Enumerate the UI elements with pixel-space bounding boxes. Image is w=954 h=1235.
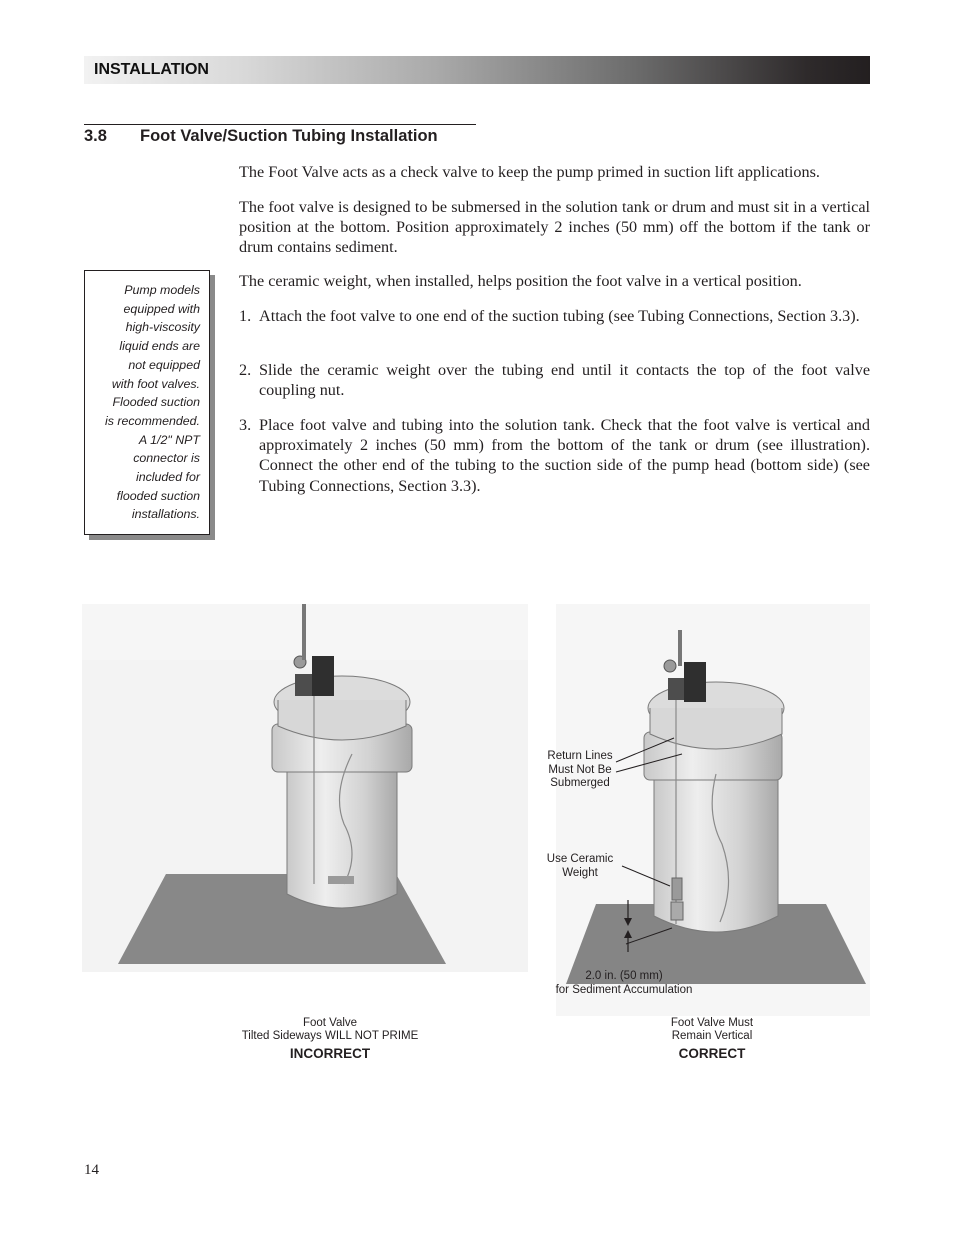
note-line: installations. bbox=[131, 507, 200, 522]
note-line: with foot valves. bbox=[111, 376, 200, 391]
step-number: 2. bbox=[239, 361, 252, 379]
note-line: equipped with bbox=[123, 301, 200, 316]
callout-line-text: Use Ceramic bbox=[546, 853, 614, 865]
section-header-bar bbox=[84, 56, 870, 84]
note-line: flooded suction bbox=[116, 488, 200, 503]
callout-line-text: Must Not Be bbox=[548, 763, 612, 776]
step-item bbox=[239, 415, 870, 496]
step-number: 3. bbox=[239, 416, 252, 434]
sidebar-note bbox=[84, 270, 210, 535]
pump-motor bbox=[312, 656, 334, 696]
callout-line-text: Submerged bbox=[550, 777, 610, 789]
foot-valve-vertical bbox=[671, 902, 683, 920]
note-line: Flooded suction bbox=[112, 395, 200, 410]
caption-line: Remain Vertical bbox=[671, 1030, 753, 1042]
paragraph-ceramic: The ceramic weight, when installed, helps position the foot valve in a vertical position. bbox=[239, 272, 802, 290]
note-line: included for bbox=[135, 470, 200, 485]
step-item bbox=[239, 360, 870, 400]
note-line: is recommended. bbox=[104, 413, 200, 428]
callout-line-text: Return Lines bbox=[547, 750, 613, 762]
caption-correct bbox=[612, 1017, 812, 1043]
callout-return-lines bbox=[536, 750, 624, 791]
note-line: Pump models bbox=[124, 283, 200, 297]
page-number: 14 bbox=[84, 1162, 99, 1178]
caption-line: Foot Valve Must bbox=[670, 1017, 754, 1029]
label-incorrect: INCORRECT bbox=[289, 1046, 371, 1061]
tank-illustration-incorrect bbox=[82, 604, 528, 972]
caption-incorrect bbox=[200, 1017, 460, 1043]
sidebar-note-text bbox=[88, 281, 200, 524]
note-line: connector is bbox=[133, 451, 200, 466]
section-rule bbox=[84, 124, 476, 125]
step-item bbox=[239, 306, 870, 326]
callout-line-text: for Sediment Accumulation bbox=[555, 983, 693, 996]
section-number: 3.8 bbox=[84, 127, 107, 145]
step-text: Attach the foot valve to one end of the suction tubing (see Tubing Connections, Section 3.3). bbox=[259, 307, 860, 325]
caption-line: Tilted Sideways WILL NOT PRIME bbox=[241, 1030, 419, 1042]
label-correct: CORRECT bbox=[678, 1046, 746, 1061]
note-line: high-viscosity bbox=[125, 320, 200, 335]
note-line: A 1/2" NPT bbox=[138, 432, 200, 447]
step-number: 1. bbox=[239, 307, 252, 325]
callout-ceramic-weight bbox=[536, 853, 624, 880]
paragraph-submersed: The foot valve is designed to be submersed in the solution tank or drum and must sit in a vertical position at the bottom. Position approximately 2 inches (50 mm) off the bottom if the tank or drum contains sediment. bbox=[239, 198, 870, 257]
caption-line: Foot Valve bbox=[302, 1017, 358, 1029]
callout-line-text: Weight bbox=[562, 866, 598, 879]
pump-motor bbox=[684, 662, 706, 702]
paragraph-intro: The Foot Valve acts as a check valve to keep the pump primed in suction lift applications. bbox=[239, 163, 820, 181]
note-line: not equipped bbox=[128, 357, 200, 372]
step-text: Place foot valve and tubing into the solution tank. Check that the foot valve is vertical and approximately 2 inches (50 mm) from the bottom of the tank or drum (see illustration). Connect the other end of the tubing to the suction side of the pump head (bottom side) (see Tubing Connections, Section 3.3). bbox=[259, 416, 870, 495]
note-line: liquid ends are bbox=[119, 339, 200, 354]
tank-illustration-correct bbox=[556, 604, 870, 1016]
foot-valve-tilted bbox=[328, 876, 354, 884]
header-title: INSTALLATION bbox=[94, 61, 209, 78]
step-text: Slide the ceramic weight over the tubing end until it contacts the top of the foot valve coupling nut. bbox=[259, 361, 870, 400]
ceramic-weight bbox=[672, 878, 682, 900]
callout-line-text: 2.0 in. (50 mm) bbox=[585, 970, 663, 982]
section-title: Foot Valve/Suction Tubing Installation bbox=[140, 127, 438, 145]
callout-sediment-gap bbox=[540, 970, 708, 997]
